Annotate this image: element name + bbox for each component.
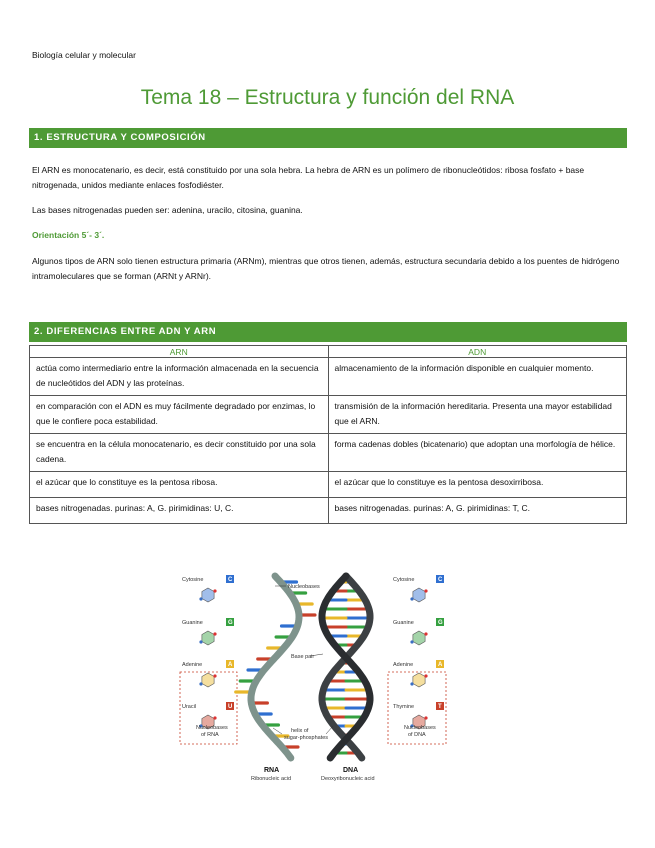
rna-subtitle: Ribonucleic acid [251,776,292,782]
table-row [30,358,627,396]
base-name-guanine: Guanine [182,620,203,626]
caption-dna-line1: Nucleobases [404,725,436,731]
base-letter-C: C [438,577,443,583]
table-cell-arn: el azúcar que lo constituye es la pentosa ribosa. [30,472,329,498]
rna-dna-illustration [178,548,449,788]
base-letter-A: A [228,662,233,668]
caption-rna-line2: of RNA [201,732,219,738]
atom-icon [424,632,427,635]
dna-base-pairs [322,582,370,753]
pointer-helix-left [273,728,282,734]
base-letter-U: U [228,704,233,710]
caption-dna-line2: of DNA [408,732,426,738]
table-cell-arn: se encuentra en la célula monocatenario, es decir constituido por una sola cadena. [30,434,329,472]
base-name-uracil: Uracil [182,704,197,710]
atom-icon [410,640,413,643]
atom-icon [213,632,216,635]
table-row [30,472,627,498]
atom-icon [199,682,202,685]
base-molecules [182,575,444,729]
base-letter-C: C [228,577,233,583]
dna-subtitle: Deoxyribonucleic acid [321,776,375,782]
label-base-pair: Base pair [291,654,315,660]
base-name-cytosine: Cytosine [393,577,415,583]
section-heading-differences: 2. DIFERENCIAS ENTRE ADN Y ARN [29,322,627,342]
base-name-cytosine: Cytosine [182,577,204,583]
base-molecule-guanine-icon [202,631,214,645]
table-cell-adn: bases nitrogenadas. purinas: A, G. pirimidinas: T, C. [328,498,627,524]
base-name-thymine: Thymine [393,704,415,710]
paragraph-structure-types: Algunos tipos de ARN solo tienen estructura primaria (ARNm), mientras que otros tienen, además, estructura secundaria debido a los puentes de hidrógeno intramoleculares que se forman (ARNt y ARNr). [32,256,620,281]
base-name-adenine: Adenine [182,662,203,668]
atom-icon [410,597,413,600]
label-helix-1: helix of [291,728,309,734]
table-cell-adn: forma cadenas dobles (bicatenario) que adoptan una morfología de hélice. [328,434,627,472]
base-letter-A: A [438,662,443,668]
table-cell-arn: en comparación con el ADN es muy fácilmente degradado por enzimas, lo que le confiere poca estabilidad. [30,396,329,434]
orientation-text: Orientación 5´- 3´. [32,230,105,240]
base-letter-G: G [438,620,443,626]
comparison-table [29,345,627,524]
pointer-helix-right [326,726,333,734]
table-row [30,434,627,472]
base-molecule-cytosine-icon [202,588,214,602]
table-cell-adn: almacenamiento de la información disponible en cualquier momento. [328,358,627,396]
table-cell-adn: transmisión de la información hereditaria. Presenta una mayor estabilidad que el ARN. [328,396,627,434]
atom-icon [199,597,202,600]
label-nucleobases: Nucleobases [288,584,320,590]
page-title: Tema 18 – Estructura y función del RNA [140,86,515,109]
paragraph-monocatenario: El ARN es monocatenario, es decir, está constituido por una sola hebra. La hebra de ARN es un polímero de ribonucleótidos: ribosa fosfato + base nitrogenada, unidos mediante enlaces fosfodiéster. [32,165,585,190]
base-molecule-adenine-icon [202,673,214,687]
base-name-adenine: Adenine [393,662,414,668]
base-letter-G: G [228,620,233,626]
section-heading-structure: 1. ESTRUCTURA Y COMPOSICIÓN [29,128,627,148]
table-cell-arn: bases nitrogenadas. purinas: A, G. pirimidinas: U, C. [30,498,329,524]
atom-icon [213,674,216,677]
table-row [30,396,627,434]
base-name-guanine: Guanine [393,620,414,626]
base-molecule-adenine-icon [413,673,425,687]
caption-rna-line1: Nucleobases [196,725,228,731]
label-helix-2: sugar-phosphates [284,735,329,741]
base-molecule-cytosine-icon [413,588,425,602]
table-cell-arn: actúa como intermediario entre la información almacenada en la secuencia de nucleótidos del ADN y las proteínas. [30,358,329,396]
dna-title: DNA [343,767,359,774]
atom-icon [213,589,216,592]
atom-icon [213,716,216,719]
table-cell-adn: el azúcar que lo constituye es la pentosa desoxirribosa. [328,472,627,498]
table-row [30,498,627,524]
paragraph-bases: Las bases nitrogenadas pueden ser: adenina, uracilo, citosina, guanina. [32,205,303,215]
column-header-adn: ADN [328,346,627,358]
table-header-row [30,346,627,358]
column-header-arn: ARN [30,346,329,358]
atom-icon [410,682,413,685]
header-subject: Biología celular y molecular [32,50,136,60]
atom-icon [424,716,427,719]
atom-icon [199,640,202,643]
rna-title: RNA [264,767,280,774]
atom-icon [424,589,427,592]
rna-base-rungs [236,582,315,747]
rna-dna-figure [178,548,449,788]
base-letter-T: T [438,704,442,710]
atom-icon [424,674,427,677]
base-molecule-guanine-icon [413,631,425,645]
